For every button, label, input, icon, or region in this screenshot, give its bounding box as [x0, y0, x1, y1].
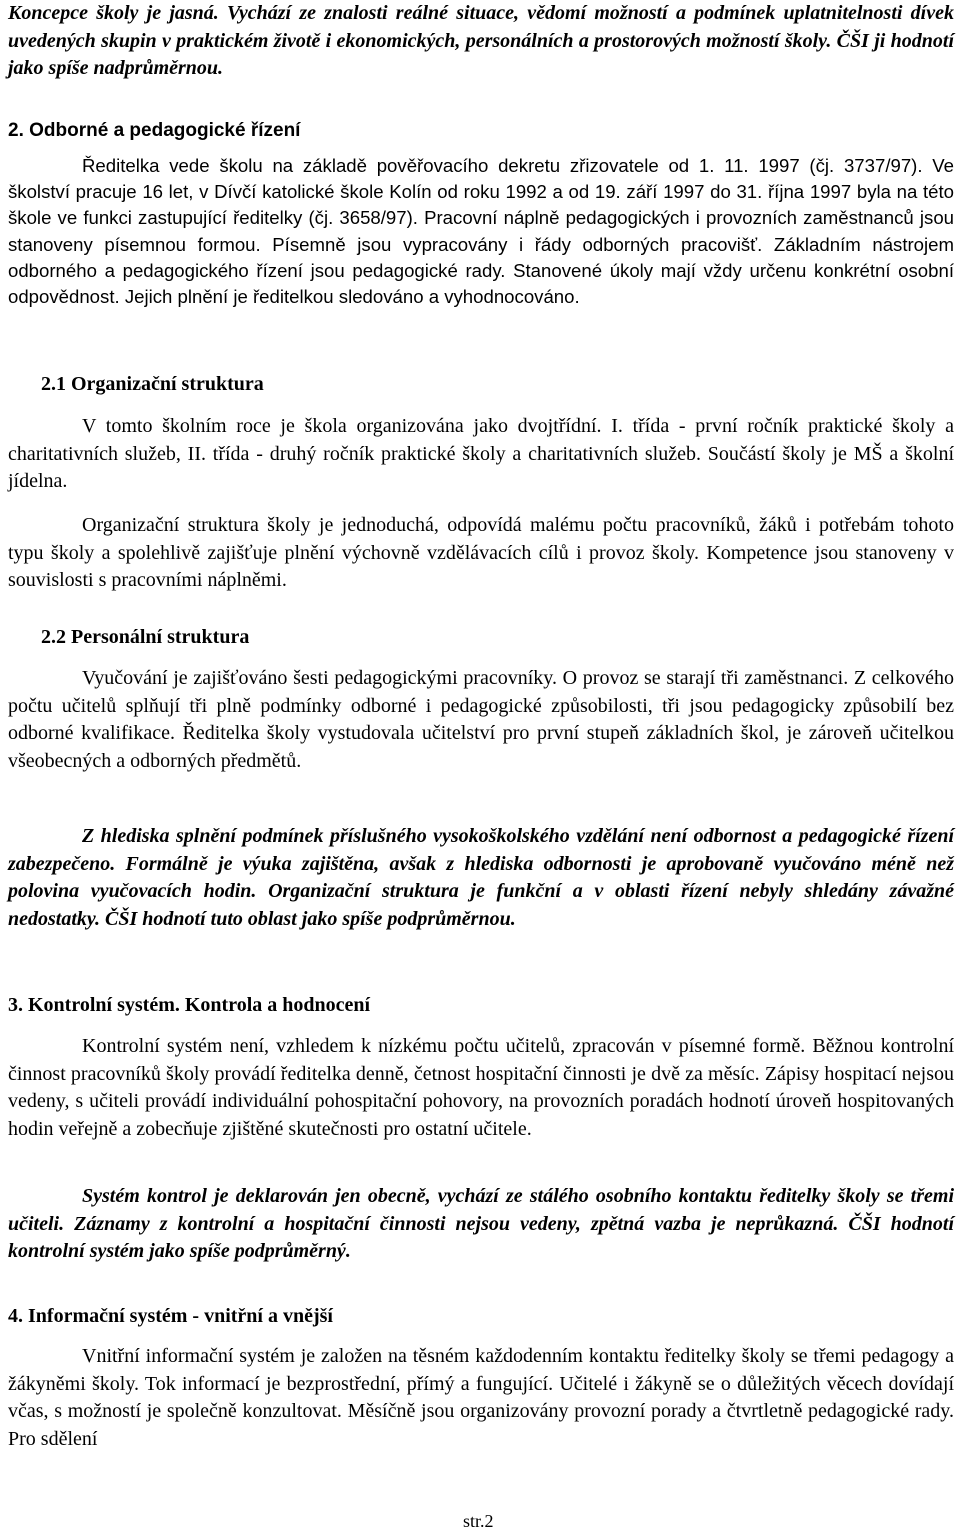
section-2-2-heading: 2.2 Personální struktura — [41, 626, 250, 648]
section-2-body: Ředitelka vede školu na základě pověřovacího dekretu zřizovatele od 1. 11. 1997 (čj. 3737/97). Ve školství pracuje 16 let, v Dívčí katolické škole Kolín od roku 1992 a od 19. září 1997 do 31. října 1997 byla na této škole ve funkci zastupující ředitelky (čj. 3658/97). Pracovní náplně pedagogických i provozních zaměstnanců jsou stanoveny písemnou formou. Písemně jsou vypracovány i řády odborných pracovišť. Základním nástrojem odborného a pedagogického řízení jsou pedagogické rady. Stanovené úkoly mají vždy určenu konkrétní osobní odpovědnost. Jejich plnění je ředitelkou sledováno a vyhodnocováno. — [8, 155, 954, 308]
section-3-heading: 3. Kontrolní systém. Kontrola a hodnocení — [8, 994, 371, 1016]
section-3-para-1: Kontrolní systém není, vzhledem k nízkému počtu učitelů, zpracován v písemné formě. Běžnou kontrolní činnost pracovníků školy provádí ředitelka denně, četnost hospitační činnosti je dvě za měsíc. Zápisy hospitací nejsou vedeny, s učiteli provádí individuální pohospitační pohovory, na provozních poradách hodnotí úroveň hospitovaných hodin veřejně a zobecňuje zjištěné skutečnosti pro ostatní učitele. — [8, 1035, 954, 1140]
section-2-1-para-1: V tomto školním roce je škola organizována jako dvojtřídní. I. třída - první ročník praktické školy a charitativních služeb, II. třída - druhý ročník praktické školy a charitativních služeb. Součástí školy je MŠ a školní jídelna. — [8, 415, 954, 493]
document-page — [8, 0, 954, 1530]
section-4-heading: 4. Informační systém - vnitřní a vnější — [8, 1305, 333, 1327]
section-2-heading: 2. Odborné a pedagogické řízení — [8, 120, 301, 141]
section-2-1-heading: 2.1 Organizační struktura — [41, 373, 264, 395]
page-number: str.2 — [463, 1511, 494, 1531]
section-2-2-conclusion: Z hlediska splnění podmínek příslušného vysokoškolského vzdělání není odbornost a pedagogické řízení zabezpečeno. Formálně je výuka zajištěna, avšak z hlediska odbornosti je aprobovaně vyučováno méně než polovina vyučovacích hodin. Organizační struktura je funkční a v oblasti řízení nebyly shledány závažné nedostatky. ČŠI hodnotí tuto oblast jako spíše podprůměrnou. — [8, 825, 954, 930]
section-4-para-1: Vnitřní informační systém je založen na těsném každodenním kontaktu ředitelky školy se třemi pedagogy a žákyněmi školy. Tok informací je bezprostřední, přímý a fungující. Učitelé i žákyně se o důležitých věcech dovídají včas, s možností je společně konzultovat. Měsíčně jsou organizovány provozní porady a čtvrtletně pedagogické rady. Pro sdělení — [8, 1345, 954, 1450]
section-2-1-para-2: Organizační struktura školy je jednoduchá, odpovídá malému počtu pracovníků, žáků i potřebám tohoto typu školy a spolehlivě zajišťuje plnění výchovně vzdělávacích cílů i provoz školy. Kompetence jsou stanoveny v souvislosti s pracovními náplněmi. — [8, 514, 954, 592]
section-3-conclusion: Systém kontrol je deklarován jen obecně, vychází ze stálého osobního kontaktu ředitelky školy se třemi učiteli. Záznamy z kontrolní a hospitační činnosti nejsou vedeny, zpětná vazba je neprůkazná. ČŠI hodnotí kontrolní systém jako spíše podprůměrný. — [8, 1185, 954, 1263]
section-1-conclusion: Koncepce školy je jasná. Vychází ze znalosti reálné situace, vědomí možností a podmínek uplatnitelnosti dívek uvedených skupin v praktickém životě i ekonomických, personálních a prostorových možností školy. ČŠI ji hodnotí jako spíše nadprůměrnou. — [8, 2, 954, 80]
section-2-2-para-1: Vyučování je zajišťováno šesti pedagogickými pracovníky. O provoz se starají tři zaměstnanci. Z celkového počtu učitelů splňují tři plně podmínky odborné i pedagogické způsobilosti, tři jsou pedagogicky způsobilí bez odborné kvalifikace. Ředitelka školy vystudovala učitelství pro první stupeň základních škol, je zároveň učitelkou všeobecných a odborných předmětů. — [8, 667, 954, 772]
